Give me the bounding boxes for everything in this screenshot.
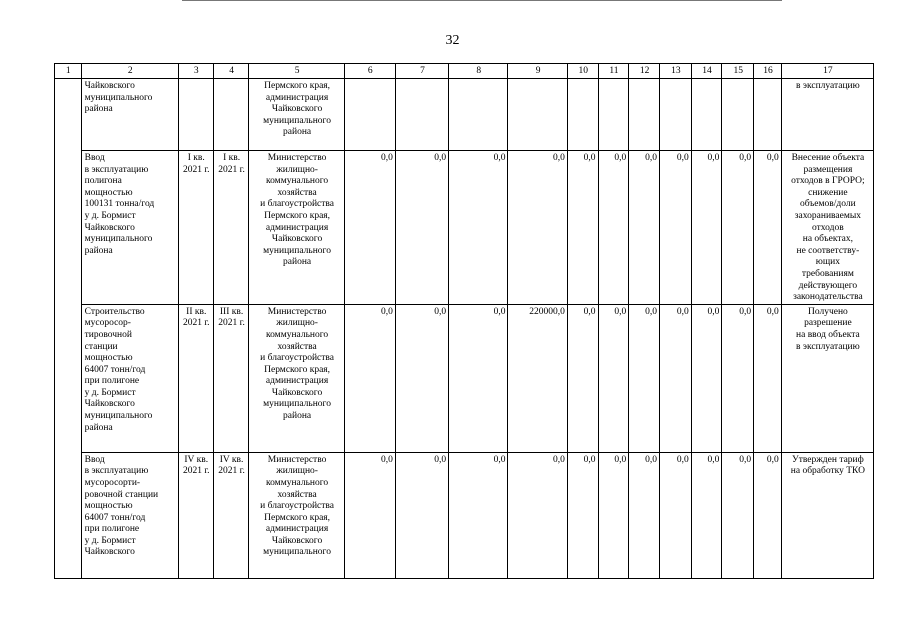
column-header: 1: [55, 64, 82, 79]
value-cell: 0,0: [449, 452, 508, 578]
top-border-line: [182, 0, 782, 1]
value-cell: 0,0: [629, 304, 660, 452]
value-cell: 0,0: [754, 304, 782, 452]
value-cell: [659, 79, 691, 151]
column-header: 8: [449, 64, 508, 79]
value-cell: 0,0: [754, 452, 782, 578]
column-header: 5: [249, 64, 344, 79]
value-cell: [691, 79, 722, 151]
value-cell: [567, 79, 598, 151]
value-cell: 0,0: [567, 304, 598, 452]
column-header: 12: [629, 64, 660, 79]
result-cell: Внесение объекта размещения отходов в ГРОРО; снижение объемов/доли захораниваемых отходов на объектах, не соответству- ющих требованиям действующего законодательства: [781, 151, 873, 305]
value-cell: 0,0: [567, 151, 598, 305]
value-cell: [508, 79, 567, 151]
column-header: 3: [178, 64, 213, 79]
value-cell: 0,0: [691, 452, 722, 578]
column-header: 6: [344, 64, 395, 79]
start-date-cell: IV кв. 2021 г.: [178, 452, 213, 578]
value-cell: [629, 79, 660, 151]
value-cell: 0,0: [722, 452, 754, 578]
value-cell: [449, 79, 508, 151]
table-row: [55, 79, 874, 151]
value-cell: 220000,0: [508, 304, 567, 452]
value-cell: 0,0: [344, 304, 395, 452]
column-header: 17: [781, 64, 873, 79]
merged-index-cell: [55, 79, 82, 579]
page-number: 32: [445, 33, 460, 48]
value-cell: 0,0: [449, 304, 508, 452]
value-cell: 0,0: [598, 304, 629, 452]
result-cell: Утвержден тариф на обработку ТКО: [781, 452, 873, 578]
end-date-cell: [213, 79, 249, 151]
start-date-cell: I кв. 2021 г.: [178, 151, 213, 305]
data-table: [54, 63, 874, 579]
column-header: 16: [754, 64, 782, 79]
column-header: 15: [722, 64, 754, 79]
value-cell: 0,0: [722, 151, 754, 305]
responsible-cell: Министерство жилищно- коммунального хозяйства и благоустройства Пермского края, администрация Чайковского муниципального района: [249, 304, 344, 452]
value-cell: 0,0: [629, 151, 660, 305]
responsible-cell: Министерство жилищно- коммунального хозяйства и благоустройства Пермского края, администрация Чайковского муниципального района: [249, 151, 344, 305]
result-cell: Получено разрешение на ввод объекта в эксплуатацию: [781, 304, 873, 452]
value-cell: [754, 79, 782, 151]
value-cell: 0,0: [395, 151, 448, 305]
result-cell: в эксплуатацию: [781, 79, 873, 151]
event-name-cell: Чайковского муниципального района: [81, 79, 178, 151]
value-cell: 0,0: [659, 304, 691, 452]
table-row: [55, 304, 874, 452]
event-name-cell: Строительство мусоросор- тировочной станции мощностью 64007 тонн/год при полигоне у д. Бормист Чайковского муниципального района: [81, 304, 178, 452]
value-cell: 0,0: [659, 151, 691, 305]
value-cell: 0,0: [567, 452, 598, 578]
value-cell: 0,0: [691, 151, 722, 305]
start-date-cell: II кв. 2021 г.: [178, 304, 213, 452]
start-date-cell: [178, 79, 213, 151]
value-cell: 0,0: [344, 452, 395, 578]
value-cell: 0,0: [344, 151, 395, 305]
responsible-cell: Министерство жилищно- коммунального хозяйства и благоустройства Пермского края, администрация Чайковского муниципального: [249, 452, 344, 578]
event-name-cell: Ввод в эксплуатацию мусоросорти- ровочной станции мощностью 64007 тонн/год при полигоне у д. Бормист Чайковского: [81, 452, 178, 578]
end-date-cell: III кв. 2021 г.: [213, 304, 249, 452]
column-header: 7: [395, 64, 448, 79]
value-cell: 0,0: [629, 452, 660, 578]
column-header: 14: [691, 64, 722, 79]
responsible-cell: Пермского края, администрация Чайковского муниципального района: [249, 79, 344, 151]
column-header: 2: [81, 64, 178, 79]
value-cell: 0,0: [508, 452, 567, 578]
value-cell: 0,0: [754, 151, 782, 305]
value-cell: 0,0: [395, 452, 448, 578]
table-row: [55, 151, 874, 305]
value-cell: 0,0: [598, 151, 629, 305]
value-cell: 0,0: [449, 151, 508, 305]
value-cell: 0,0: [598, 452, 629, 578]
value-cell: [344, 79, 395, 151]
column-header: 11: [598, 64, 629, 79]
value-cell: 0,0: [722, 304, 754, 452]
column-header: 4: [213, 64, 249, 79]
event-name-cell: Ввод в эксплуатацию полигона мощностью 100131 тонна/год у д. Бормист Чайковского муниципального района: [81, 151, 178, 305]
value-cell: 0,0: [659, 452, 691, 578]
value-cell: 0,0: [395, 304, 448, 452]
column-header: 13: [659, 64, 691, 79]
end-date-cell: I кв. 2021 г.: [213, 151, 249, 305]
value-cell: [722, 79, 754, 151]
header-row: [55, 64, 874, 79]
end-date-cell: IV кв. 2021 г.: [213, 452, 249, 578]
column-header: 10: [567, 64, 598, 79]
value-cell: 0,0: [691, 304, 722, 452]
column-header: 9: [508, 64, 567, 79]
value-cell: [598, 79, 629, 151]
table-row: [55, 452, 874, 578]
value-cell: 0,0: [508, 151, 567, 305]
value-cell: [395, 79, 448, 151]
